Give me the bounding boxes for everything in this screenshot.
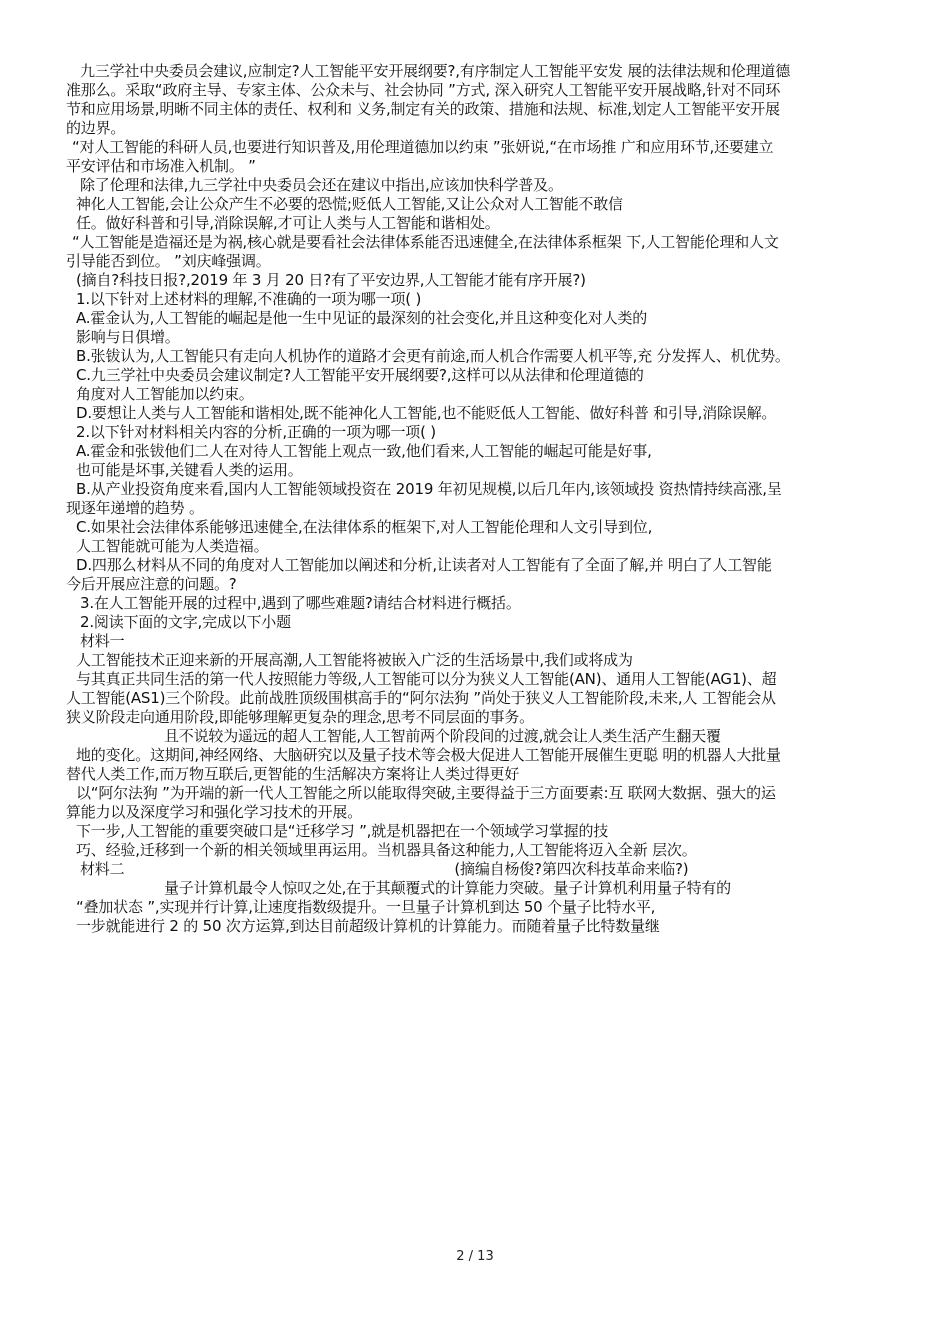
option-a: A.霍金认为,人工智能的崛起是他一生中见证的最深刻的社会变化,并且这种变化对人类的 (76, 309, 648, 327)
question-2: 2.以下针对材料相关内容的分析,正确的一项为哪一项( ) (76, 423, 436, 441)
material-heading: 材料一 (80, 632, 125, 650)
text-line: 以“阿尔法狗 ”为开端的新一代人工智能之所以能取得突破,主要得益于三方面要素:互 联网大数据、强大的运 (76, 784, 776, 802)
text-line: 准那么。采取“政府主导、专家主体、公众未与、社会协同 ”方式, 深入研究人工智能平安开展战略,针对不同环 (66, 81, 781, 99)
text-line: “人工智能是造福还是为祸,核心就是要看社会法律体系能否迅速健全,在法律体系框架 下,人工智能伦理和人文 (72, 233, 779, 251)
text-line: 量子计算机最令人惊叹之处,在于其颠覆式的计算能力突破。量子计算机利用量子特有的 (164, 879, 731, 897)
text-line: 除了伦理和法律,九三学社中央委员会还在建议中指出,应该加快科学普及。 (80, 176, 563, 194)
text-line: 狭义阶段走向通用阶段,即能够理解更复杂的理念,思考不同层面的事务。 (66, 708, 534, 726)
text-line: 任。做好科普和引导,消除误解,才可让人类与人工智能和谐相处。 (76, 214, 500, 232)
text-line: 人工智能技术正迎来新的开展高潮,人工智能将被嵌入广泛的生活场景中,我们或将成为 (76, 651, 633, 669)
option-b: B.从产业投资角度来看,国内人工智能领域投资在 2019 年初见规模,以后几年内,该领域投 资热情持续高涨,呈 (76, 480, 782, 498)
section-instruction: 2.阅读下面的文字,完成以下小题 (80, 613, 291, 631)
text-line: 巧、经验,迁移到一个新的相关领域里再运用。当机器具备这种能力,人工智能将迈入全新 层次。 (76, 841, 697, 859)
text-line: 替代人类工作,而万物互联后,更智能的生活解决方案将让人类过得更好 (66, 765, 520, 783)
text-line: 影响与日俱增。 (76, 328, 180, 346)
material-heading: 材料二 (80, 860, 125, 878)
text-line: 今后开展应注意的问题。? (66, 575, 237, 593)
text-line: 九三学社中央委员会建议,应制定?人工智能平安开展纲要?,有序制定人工智能平安发 展的法律法规和伦理道德 (80, 62, 791, 80)
text-line: 一步就能进行 2 的 50 次方运算,到达目前超级计算机的计算能力。而随着量子比特数量继 (76, 917, 660, 935)
text-line: 神化人工智能,会让公众产生不必要的恐慌;贬低人工智能,又让公众对人工智能不敢信 (76, 195, 623, 213)
document-body (66, 62, 882, 936)
option-c: C.如果社会法律体系能够迅速健全,在法律体系的框架下,对人工智能伦理和人文引导到位, (76, 518, 653, 536)
text-line: 下一步,人工智能的重要突破口是“迁移学习 ”,就是机器把在一个领域学习掌握的技 (76, 822, 609, 840)
text-line: 算能力以及深度学习和强化学习技术的开展。 (66, 803, 363, 821)
text-line: 与其真正共同生活的第一代人按照能力等级,人工智能可以分为狭义人工智能(AN)、通用人工智能(AG1)、超 (76, 670, 777, 688)
option-c: C.九三学社中央委员会建议制定?人工智能平安开展纲要?,这样可以从法律和伦理道德的 (76, 366, 644, 384)
text-line: “叠加状态 ”,实现并行计算,让速度指数级提升。一旦量子计算机到达 50 个量子比特水平, (76, 898, 656, 916)
text-line: 且不说较为遥远的超人工智能,人工智前两个阶段间的过渡,就会让人类生活产生翻天覆 (164, 727, 721, 745)
citation: (摘编自杨俊?第四次科技革命来临?) (454, 860, 689, 878)
option-b: B.张钹认为,人工智能只有走向人机协作的道路才会更有前途,而人机合作需要人机平等,充 分发挥人、机优势。 (76, 347, 790, 365)
option-d: D.要想让人类与人工智能和谐相处,既不能神化人工智能,也不能贬低人工智能、做好科普 和引导,消除误解。 (76, 404, 777, 422)
question-3: 3.在人工智能开展的过程中,遇到了哪些难题?请结合材料进行概括。 (80, 594, 521, 612)
text-line: 平安评估和市场准入机制。 ” (66, 157, 256, 175)
material-heading-row (66, 860, 882, 879)
text-line: 人工智能(AS1)三个阶段。此前战胜顶级围棋高手的“阿尔法狗 ”尚处于狭义人工智能阶段,未来,人 工智能会从 (66, 689, 776, 707)
text-line: 节和应用场景,明晰不同主体的责任、权利和 义务,制定有关的政策、措施和法规、标准,划定人工智能平安开展 (66, 100, 780, 118)
text-line: 的边界。 (66, 119, 126, 137)
text-line: 人工智能就可能为人类造福。 (76, 537, 269, 555)
question-1: 1.以下针对上述材料的理解,不准确的一项为哪一项( ) (76, 290, 422, 308)
text-line: 角度对人工智能加以约束。 (76, 385, 254, 403)
option-a: A.霍金和张钹他们二人在对待人工智能上观点一致,他们看来,人工智能的崛起可能是好事, (76, 442, 652, 460)
text-line: 也可能是坏事,关键看人类的运用。 (76, 461, 303, 479)
text-line: 地的变化。这期间,神经网络、大脑研究以及量子技术等会极大促进人工智能开展催生更聪 明的机器人大批量 (76, 746, 781, 764)
option-d: D.四那么材料从不同的角度对人工智能加以阐述和分析,让读者对人工智能有了全面了解,并 明白了人工智能 (76, 556, 772, 574)
page-number: 2 / 13 (456, 1249, 494, 1264)
text-line: 引导能否到位。 ”刘庆峰强调。 (66, 252, 271, 270)
text-line: “对人工智能的科研人员,也要进行知识普及,用伦理道德加以约束 ”张妍说,“在市场推 广和应用环节,还要建立 (72, 138, 774, 156)
citation: (摘自?科技日报?,2019 年 3 月 20 日?有了平安边界,人工智能才能有序开展?) (76, 271, 586, 289)
text-line: 现逐年递增的趋势 。 (66, 499, 204, 517)
